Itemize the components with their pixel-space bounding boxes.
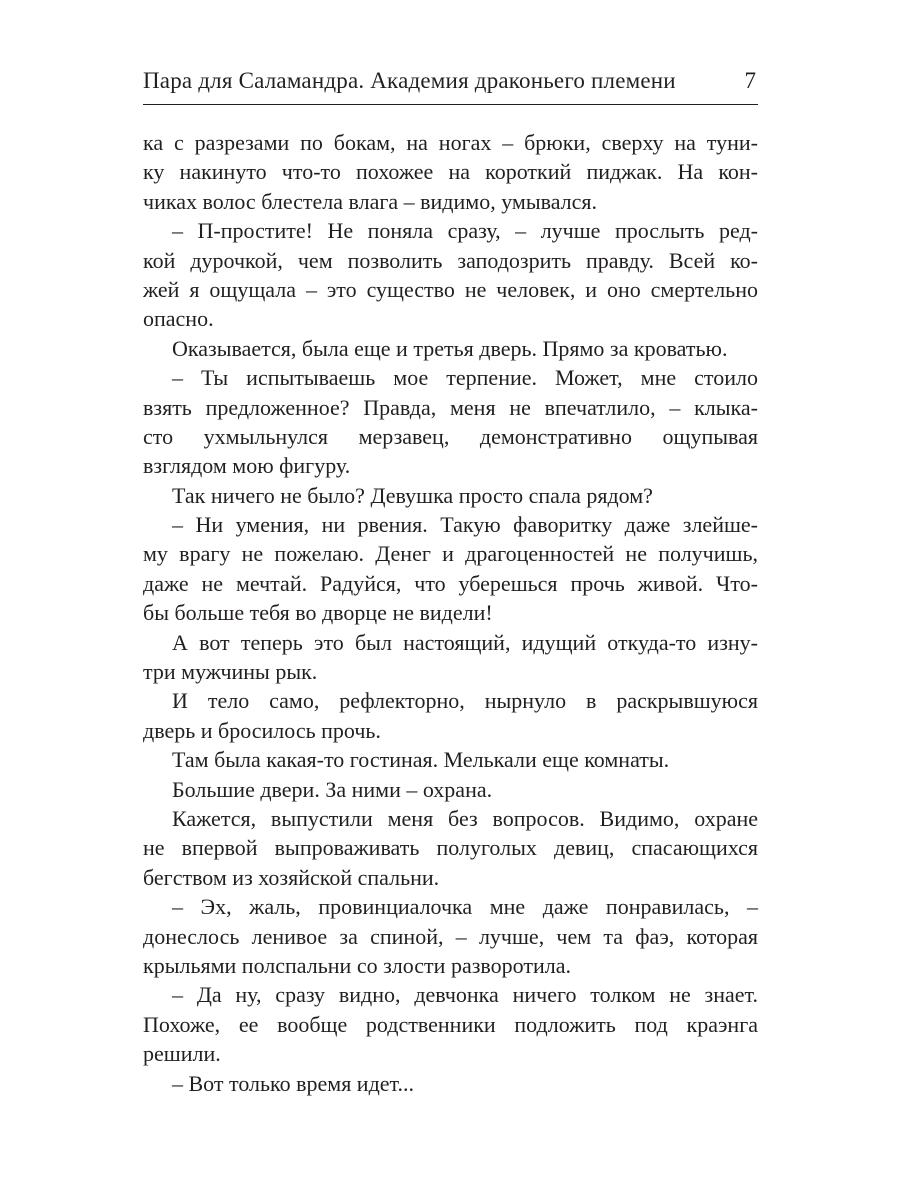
paragraph bbox=[143, 363, 758, 481]
text-line: жей я ощущала – это существо не человек, и оно смертельно bbox=[143, 276, 758, 302]
text-line: – Ты испытываешь мое терпение. Может, мне стоило bbox=[172, 365, 758, 391]
paragraph bbox=[143, 892, 758, 980]
text-line: бы больше тебя во дворце не видели! bbox=[143, 600, 493, 626]
body-text bbox=[143, 128, 758, 1098]
text-line: взглядом мою фигуру. bbox=[143, 453, 351, 479]
text-line: Большие двери. За ними – охрана. bbox=[172, 776, 493, 802]
paragraph bbox=[143, 1069, 758, 1098]
text-line: – П-простите! Не поняла сразу, – лучше прослыть ред- bbox=[172, 218, 758, 244]
text-line: Кажется, выпустили меня без вопросов. Видимо, охране bbox=[172, 805, 758, 831]
text-line: донеслось ленивое за спиной, – лучше, чем та фаэ, которая bbox=[143, 923, 758, 949]
book-page bbox=[143, 0, 758, 1200]
text-line: Похоже, ее вообще родственники подложить под краэнга bbox=[143, 1011, 758, 1037]
text-line: – Вот только время идет... bbox=[172, 1070, 414, 1096]
text-line: И тело само, рефлекторно, нырнуло в раскрывшуюся bbox=[172, 688, 758, 714]
paragraph bbox=[143, 745, 758, 774]
text-line: ка с разрезами по бокам, на ногах – брюки, сверху на туни- bbox=[143, 130, 758, 155]
running-title: Пара для Саламандра. Академия драконьего племени bbox=[143, 68, 676, 93]
paragraph bbox=[143, 481, 758, 510]
text-line: крыльями полспальни со злости разворотила. bbox=[143, 952, 571, 978]
text-line: решили. bbox=[143, 1041, 221, 1067]
text-line: ку накинуто что-то похожее на короткий пиджак. На кон- bbox=[143, 159, 758, 185]
text-line: чиках волос блестела влага – видимо, умывался. bbox=[143, 188, 598, 214]
text-line: Так ничего не было? Девушка просто спала рядом? bbox=[172, 482, 653, 508]
text-line: сто ухмыльнулся мерзавец, демонстративно ощупывая bbox=[143, 423, 758, 449]
text-line: А вот теперь это был настоящий, идущий откуда-то изну- bbox=[172, 629, 758, 655]
text-line: му врагу не пожелаю. Денег и драгоценностей не получишь, bbox=[143, 541, 758, 567]
text-line: не впервой выпроваживать полуголых девиц, спасающихся bbox=[143, 835, 758, 861]
paragraph bbox=[143, 128, 758, 216]
text-line: – Ни умения, ни рвения. Такую фаворитку даже злейше- bbox=[172, 512, 758, 538]
text-line: даже не мечтай. Радуйся, что уберешься прочь живой. Что- bbox=[143, 570, 758, 596]
paragraph bbox=[143, 628, 758, 687]
text-line: Там была какая-то гостиная. Мелькали еще комнаты. bbox=[172, 747, 670, 773]
paragraph bbox=[143, 775, 758, 804]
text-line: три мужчины рык. bbox=[143, 659, 318, 685]
paragraph bbox=[143, 980, 758, 1068]
text-line: – Да ну, сразу видно, девчонка ничего толком не знает. bbox=[172, 982, 758, 1008]
text-line: опасно. bbox=[143, 306, 214, 332]
text-line: Оказывается, была еще и третья дверь. Прямо за кроватью. bbox=[172, 335, 728, 361]
paragraph bbox=[143, 334, 758, 363]
paragraph bbox=[143, 510, 758, 628]
running-header bbox=[143, 64, 758, 105]
text-line: – Эх, жаль, провинциалочка мне даже понравилась, – bbox=[172, 894, 758, 920]
paragraph bbox=[143, 804, 758, 892]
text-line: кой дурочкой, чем позволить заподозрить правду. Всей ко- bbox=[143, 247, 758, 273]
page-number: 7 bbox=[744, 68, 756, 93]
paragraph bbox=[143, 216, 758, 334]
text-line: взять предложенное? Правда, меня не впечатлило, – клыка- bbox=[143, 394, 758, 420]
text-line: дверь и бросилось прочь. bbox=[143, 717, 381, 743]
paragraph bbox=[143, 686, 758, 745]
text-line: бегством из хозяйской спальни. bbox=[143, 864, 440, 890]
